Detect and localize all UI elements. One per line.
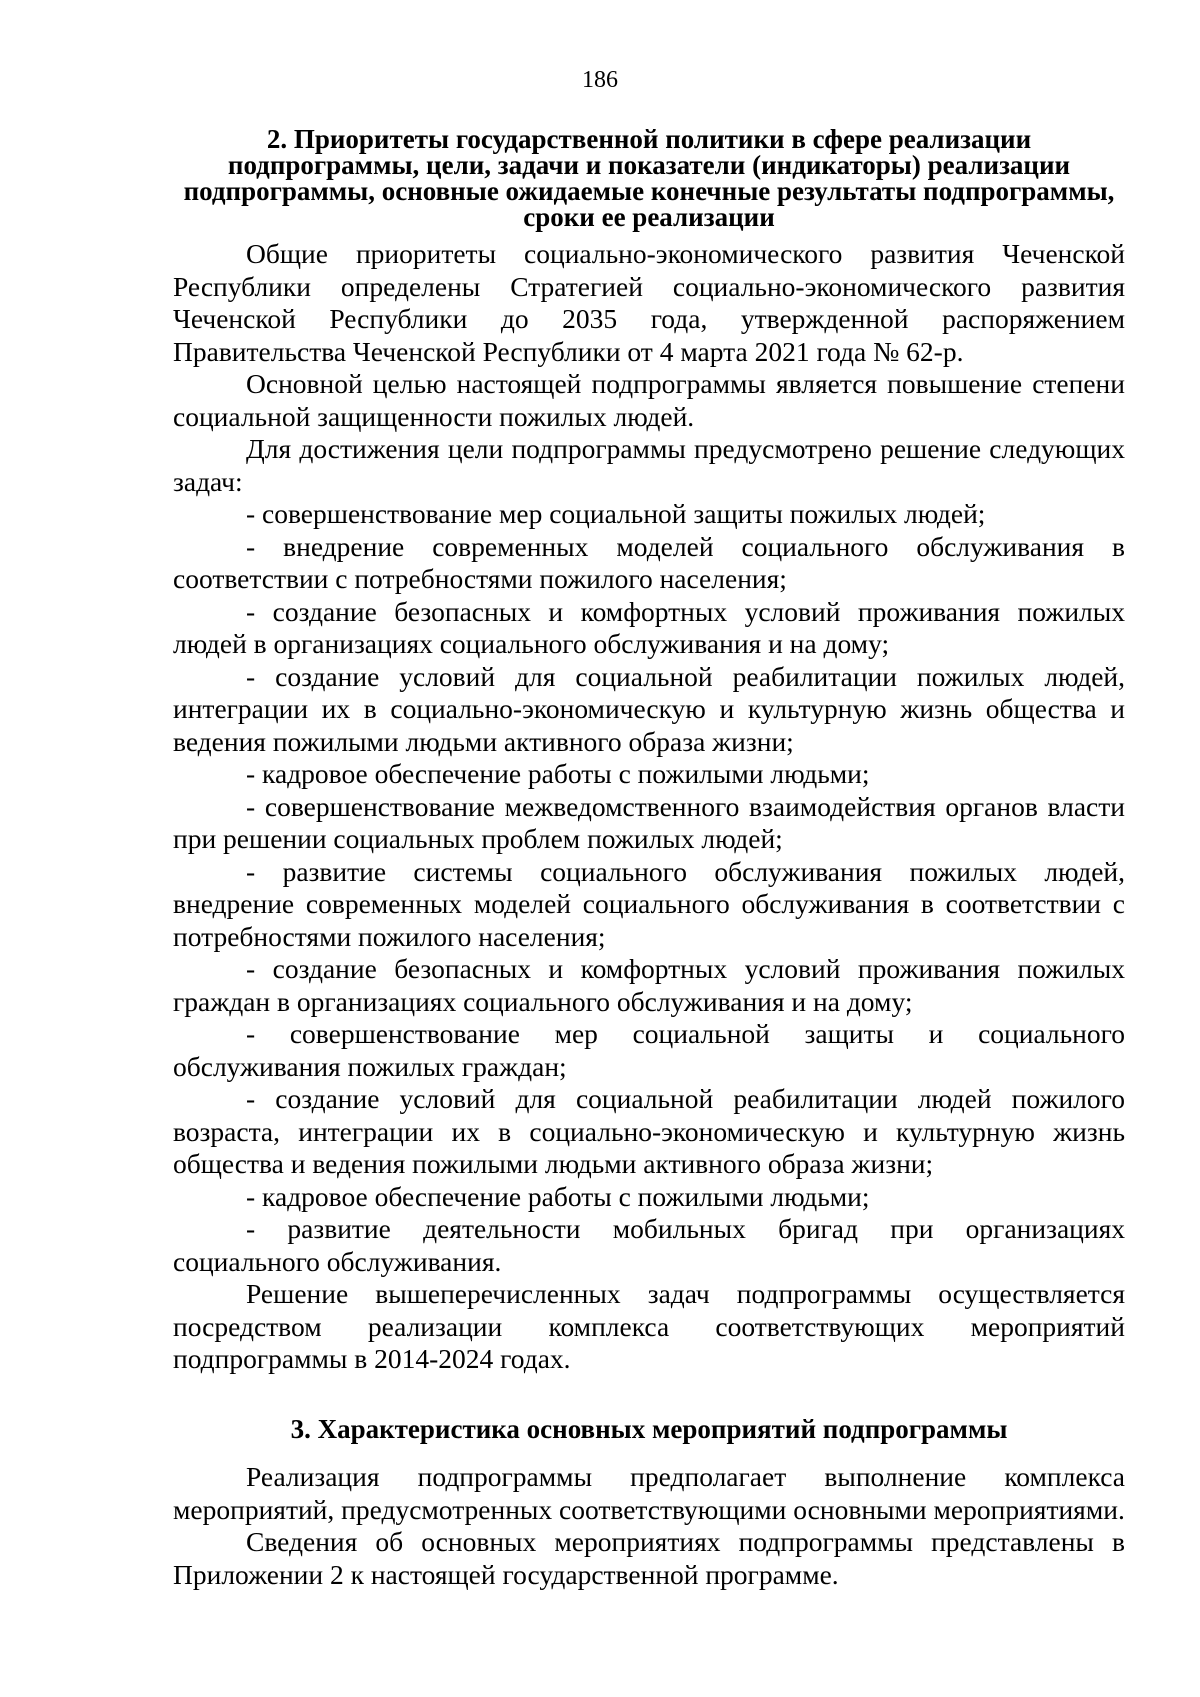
section-2-body — [173, 238, 1125, 1376]
task-list-item: - совершенствование мер социальной защиты и социального обслуживания пожилых граждан; — [173, 1018, 1125, 1082]
paragraph: Реализация подпрограммы предполагает выполнение комплекса мероприятий, предусмотренных соответствующими основными мероприятиями. — [173, 1461, 1125, 1525]
paragraph: Для достижения цели подпрограммы предусмотрено решение следующих задач: — [173, 433, 1125, 497]
task-list-item: - создание условий для социальной реабилитации пожилых людей, интеграции их в социально-экономическую и культурную жизнь общества и ведения пожилыми людьми активного образа жизни; — [173, 660, 1125, 757]
task-list-item: - создание безопасных и комфортных условий проживания пожилых граждан в организациях социального обслуживания и на дому; — [173, 953, 1125, 1017]
task-list-item: - внедрение современных моделей социального обслуживания в соответствии с потребностями пожилого населения; — [173, 530, 1125, 594]
task-list-item: - кадровое обеспечение работы с пожилыми людьми; — [246, 1180, 870, 1212]
page-number: 186 — [582, 67, 618, 93]
task-list-item: - совершенствование межведомственного взаимодействия органов власти при решении социальных проблем пожилых людей; — [173, 790, 1125, 854]
section-3-heading: 3. Характеристика основных мероприятий подпрограммы — [290, 1414, 1008, 1444]
section-2-heading: 2. Приоритеты государственной политики в сфере реализации подпрограммы, цели, задачи и показатели (индикаторы) реализации подпрограммы, основные ожидаемые конечные результаты подпрограммы, сроки ее реализации — [183, 124, 1115, 232]
task-list-item: - совершенствование мер социальной защиты пожилых людей; — [246, 498, 986, 529]
section-3-body — [173, 1461, 1125, 1591]
paragraph: Основной целью настоящей подпрограммы является повышение степени социальной защищенности пожилых людей. — [173, 368, 1125, 432]
paragraph: Общие приоритеты социально-экономического развития Чеченской Республики определены Стратегией социально-экономического развития Чеченской Республики до 2035 года, утвержденной распоряжением Правительства Чеченской Республики от 4 марта 2021 года № 62-р. — [173, 238, 1125, 367]
task-list-item: - создание условий для социальной реабилитации людей пожилого возраста, интеграции их в социально-экономическую и культурную жизнь общества и ведения пожилыми людьми активного образа жизни; — [173, 1083, 1125, 1179]
task-list-item: - развитие системы социального обслуживания пожилых людей, внедрение современных моделей социального обслуживания в соответствии с потребностями пожилого населения; — [173, 855, 1125, 952]
paragraph: Решение вышеперечисленных задач подпрограммы осуществляется посредством реализации комплекса соответствующих мероприятий подпрограммы в 2014-2024 годах. — [173, 1278, 1125, 1374]
section-2-heading-block — [173, 126, 1125, 230]
paragraph: Сведения об основных мероприятиях подпрограммы представлены в Приложении 2 к настоящей государственной программе. — [173, 1526, 1125, 1590]
task-list-item: - кадровое обеспечение работы с пожилыми людьми; — [246, 758, 870, 789]
task-list-item: - создание безопасных и комфортных условий проживания пожилых людей в организациях социального обслуживания и на дому; — [173, 595, 1125, 659]
task-list-item: - развитие деятельности мобильных бригад при организациях социального обслуживания. — [173, 1213, 1125, 1277]
